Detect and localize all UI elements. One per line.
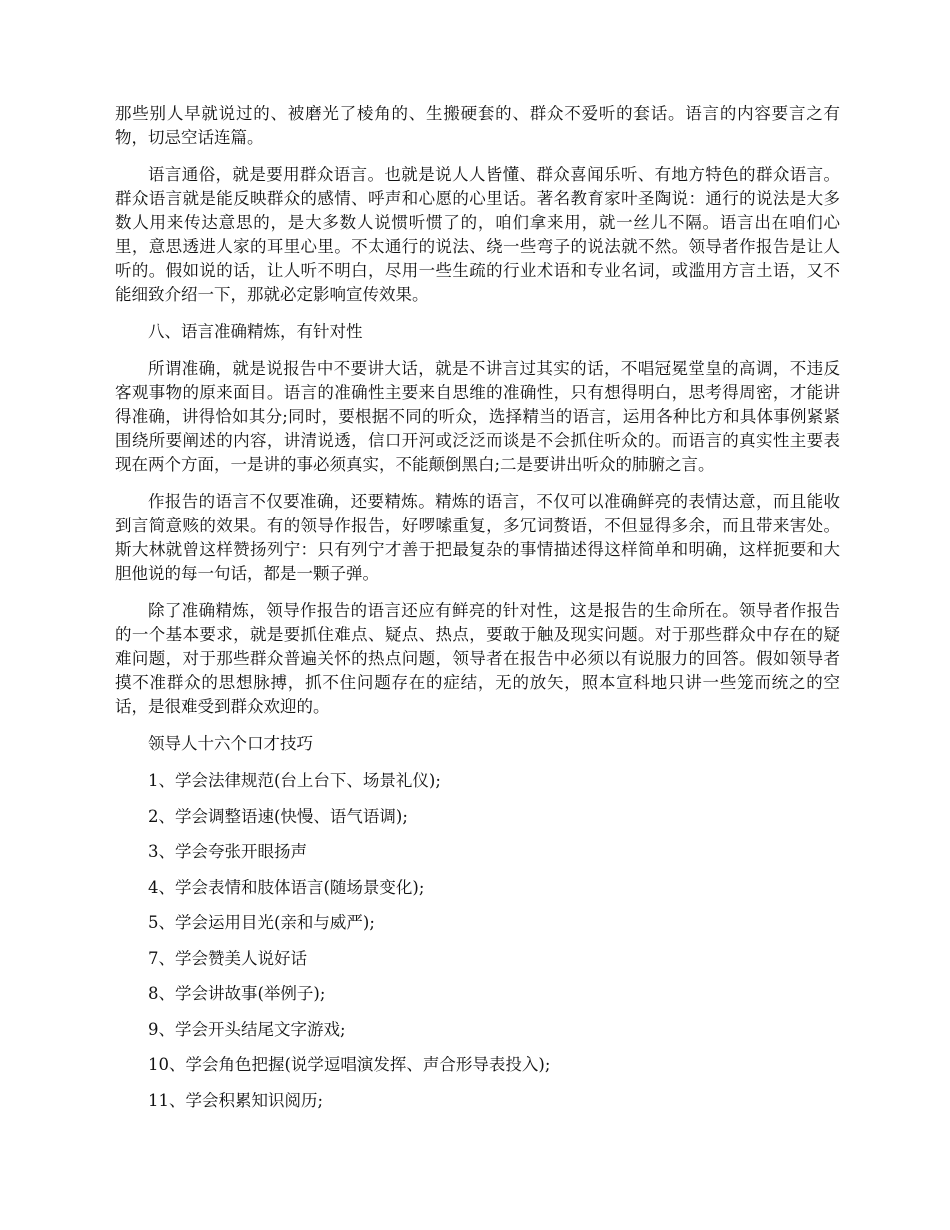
paragraph-accuracy: 所谓准确，就是说报告中不要讲大话，就是不讲言过其实的话，不唱冠冕堂皇的高调，不违反客观事物的原来面目。语言的准确性主要来自思维的准确性，只有想得明白，思考得周密，才能讲得准确，讲得恰如其分;同时，要根据不同的听众，选择精当的语言，运用各种比方和具体事例紧紧围绕所要阐述的内容，讲清说透，信口开河或泛泛而谈是不会抓住听众的。而语言的真实性主要表现在两个方面，一是讲的事必须真实，不能颠倒黑白;二是要讲出听众的肺腑之言。 bbox=[115, 359, 840, 474]
paragraph-conciseness: 作报告的语言不仅要准确，还要精炼。精炼的语言，不仅可以准确鲜亮的表情达意，而且能收到言简意赅的效果。有的领导作报告，好啰嗦重复，多冗词赘语，不但显得多余，而且带来害处。斯大林就曾这样赞扬列宁：只有列宁才善于把最复杂的事情描述得这样简单和明确，这样扼要和大胆他说的每一句话，都是一颗子弹。 bbox=[115, 492, 840, 583]
list-item: 9、学会开头结尾文字游戏; bbox=[148, 1019, 346, 1039]
list-item: 5、学会运用目光(亲和与威严); bbox=[148, 913, 375, 932]
paragraph-continuation: 那些别人早就说过的、被磨光了棱角的、生搬硬套的、群众不爱听的套话。语言的内容要言之有物，切忌空话连篇。 bbox=[115, 104, 840, 147]
list-item: 7、学会赞美人说好话 bbox=[148, 948, 307, 968]
section-heading-eight: 八、语言准确精炼，有针对性 bbox=[148, 322, 363, 341]
list-item: 10、学会角色把握(说学逗唱演发挥、声合形导表投入); bbox=[148, 1055, 551, 1074]
document-page bbox=[115, 102, 840, 1124]
list-item: 8、学会讲故事(举例子); bbox=[148, 984, 326, 1003]
list-item: 4、学会表情和肢体语言(随场景变化); bbox=[148, 877, 425, 897]
list-item: 3、学会夸张开眼扬声 bbox=[148, 842, 307, 861]
skills-list bbox=[115, 769, 840, 1113]
list-item: 2、学会调整语速(快慢、语气语调); bbox=[148, 806, 408, 826]
list-heading: 领导人十六个口才技巧 bbox=[148, 734, 313, 753]
paragraph-plain-language: 语言通俗，就是要用群众语言。也就是说人人皆懂、群众喜闻乐听、有地方特色的群众语言。群众语言就是能反映群众的感情、呼声和心愿的心里话。著名教育家叶圣陶说：通行的说法是大多数人用来传达意思的，是大多数人说惯听惯了的，咱们拿来用，就一丝儿不隔。语言出在咱们心里，意思透进人家的耳里心里。不太通行的说法、绕一些弯子的说法就不然。领导者作报告是让人听的。假如说的话，让人听不明白，尽用一些生疏的行业术语和专业名词，或滥用方言土语，又不能细致介绍一下，那就必定影响宣传效果。 bbox=[115, 165, 840, 304]
list-item: 11、学会积累知识阅历; bbox=[148, 1090, 324, 1110]
list-item: 1、学会法律规范(台上台下、场景礼仪); bbox=[148, 771, 441, 790]
paragraph-pertinence: 除了准确精炼，领导作报告的语言还应有鲜亮的针对性，这是报告的生命所在。领导者作报告的一个基本要求，就是要抓住难点、疑点、热点，要敢于触及现实问题。对于那些群众中存在的疑难问题，对于那些群众普遍关怀的热点问题，领导者在报告中必须以有说服力的回答。假如领导者摸不准群众的思想脉搏，抓不住问题存在的症结，无的放矢，照本宣科地只讲一些笼而统之的空话，是很难受到群众欢迎的。 bbox=[115, 601, 840, 716]
